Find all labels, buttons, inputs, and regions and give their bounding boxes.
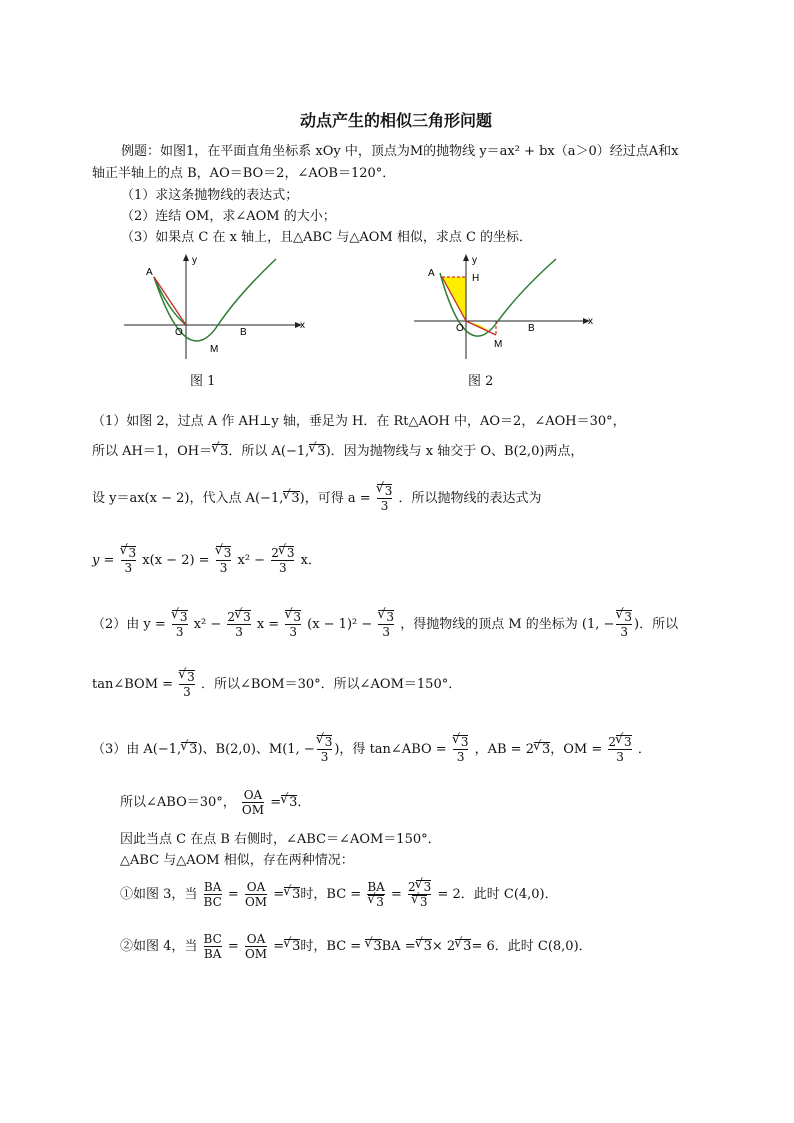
question-1: （1）求这条抛物线的表达式； (121, 188, 299, 203)
solution-1-line-4: y = √ $\frac{3}{3}$ x(x − 2) = √ $\frac{3}{3}$ x² − $\frac{2√ 3}{3}$ x． (92, 546, 321, 575)
fig1-label-o: O (175, 327, 183, 338)
fig1-y-arrow (183, 254, 189, 261)
sqrt-3: √ 3 (212, 444, 228, 458)
figure-2 (410, 255, 600, 365)
question-2: （2）连结 OM，求∠AOM 的大小； (121, 209, 336, 224)
fig2-label-b: B (528, 323, 535, 334)
case-1: ①如图 3，当 $\frac{BA}{BC}$ = $\frac{OA}{OM}$ =√ 3时，BC = BA √ 3 = 2√ 3 √ 3 = 2．此时 C(4,0)． (120, 880, 558, 909)
question-3: （3）如果点 C 在 x 轴上，且△ABC 与△AOM 相似，求点 C 的坐标． (121, 230, 533, 245)
figure-2-caption: 图 2 (468, 374, 494, 389)
fig1-label-m: M (210, 344, 219, 355)
fig2-y-arrow (463, 254, 469, 261)
solution-1-line-1: （1）如图 2，过点 A 作 AH⊥y 轴，垂足为 H．在 Rt△AOH 中，AO＝2，∠AOH＝30°， (92, 414, 626, 429)
solution-2-line-1: （2）由 y = √ $\frac{3}{3}$ x² − $\frac{2√ 3}{3}$ x = √ $\frac{3}{3}$ (x − 1)² − √ $\frac{3}{3}$ ，得抛物线的顶点 M 的坐标为 (1, − √ $\frac{3}{3}$ )．所以 (92, 610, 678, 639)
solution-2-line-2: tan∠BOM = √ $\frac{3}{3}$ ．所以∠BOM＝30°．所以∠AOM＝150°． (92, 670, 461, 699)
problem-line-2: 轴正半轴上的点 B，AO＝BO＝2，∠AOB＝120°． (92, 166, 396, 181)
solution-1-line-2: 所以 AH＝1，OH＝√ 3．所以 A(−1,√ 3)．因为抛物线与 x 轴交于 O、B(2,0)两点， (92, 440, 583, 459)
figure-1 (120, 255, 310, 365)
page-title: 动点产生的相似三角形问题 (300, 111, 493, 130)
sqrt-3: √ 3 (309, 444, 325, 458)
fig2-label-y: y (472, 255, 477, 266)
problem-line-1: 例题：如图1，在平面直角坐标系 xOy 中，顶点为M的抛物线 y＝ax² + bx（a＞0）经过点A和x (121, 144, 679, 159)
solution-1-line-3: 设 y＝ax(x − 2)，代入点 A(−1,√ 3)，可得 a = √ $\frac{3}{3}$ ．所以抛物线的表达式为 (92, 484, 542, 513)
fig1-label-b: B (240, 327, 247, 338)
fig2-label-o: O (456, 323, 464, 334)
fig1-parabola (154, 259, 276, 341)
fig2-label-a: A (428, 268, 435, 279)
solution-3-line-2: 所以∠ABO＝30°， $\frac{OA}{OM}$ =√ 3． (120, 788, 310, 817)
figure-1-caption: 图 1 (190, 374, 216, 389)
solution-3-line-3: 因此当点 C 在点 B 右侧时，∠ABC＝∠AOM＝150°． (120, 832, 441, 847)
fig1-label-y: y (192, 255, 197, 266)
fig1-label-x: x (300, 320, 305, 331)
case-2: ②如图 4，当 $\frac{BC}{BA}$ = $\frac{OA}{OM}$ =√ 3时，BC = √ 3BA =√ 3× 2√ 3= 6．此时 C(8,0)． (120, 932, 592, 961)
solution-3-line-4: △ABC 与△AOM 相似，存在两种情况： (120, 853, 354, 868)
fraction-sqrt3-over-3: √ $\frac{3}{3}$ (377, 484, 393, 513)
fig2-label-h: H (472, 273, 480, 284)
fig2-label-x: x (588, 316, 593, 327)
fig1-segment-oa (154, 277, 186, 325)
solution-3-line-1: （3）由 A(−1,√ 3)、B(2,0)、M(1, − √ $\frac{3}{3}$ )，得 tan∠ABO = √ $\frac{3}{3}$ ，AB = 2√ 3，OM = $\frac{2√ 3}{3}$ ． (92, 735, 651, 764)
fig2-label-m: M (494, 339, 503, 350)
fig1-label-a: A (146, 267, 153, 278)
